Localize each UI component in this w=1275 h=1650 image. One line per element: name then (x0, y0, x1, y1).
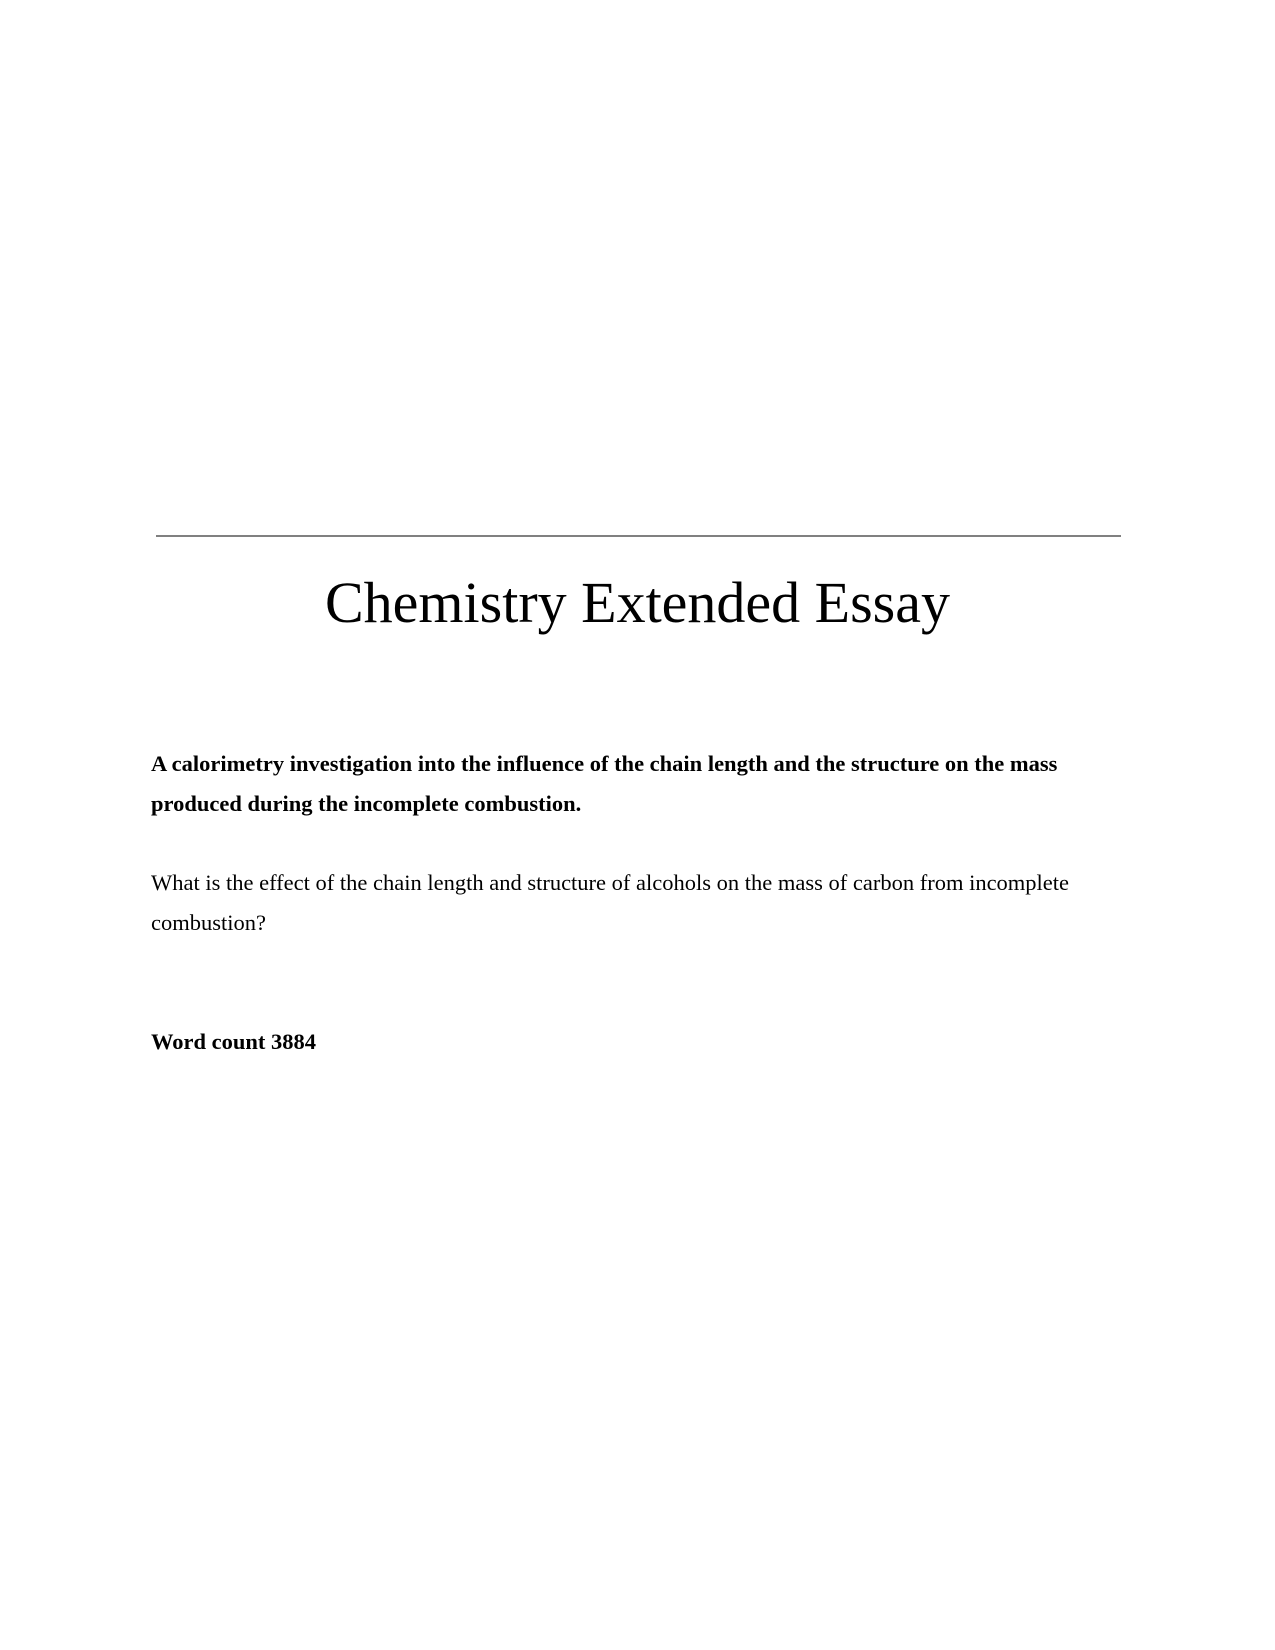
essay-subtitle: A calorimetry investigation into the influence of the chain length and the structure on the mass produced during the incomplete combustion. (151, 751, 1058, 816)
word-count: Word count 3884 (151, 1029, 317, 1054)
page-title: Chemistry Extended Essay (324, 570, 950, 635)
research-question: What is the effect of the chain length and structure of alcohols on the mass of carbon from incomplete combustion? (151, 870, 1070, 935)
title-divider (156, 535, 1121, 537)
